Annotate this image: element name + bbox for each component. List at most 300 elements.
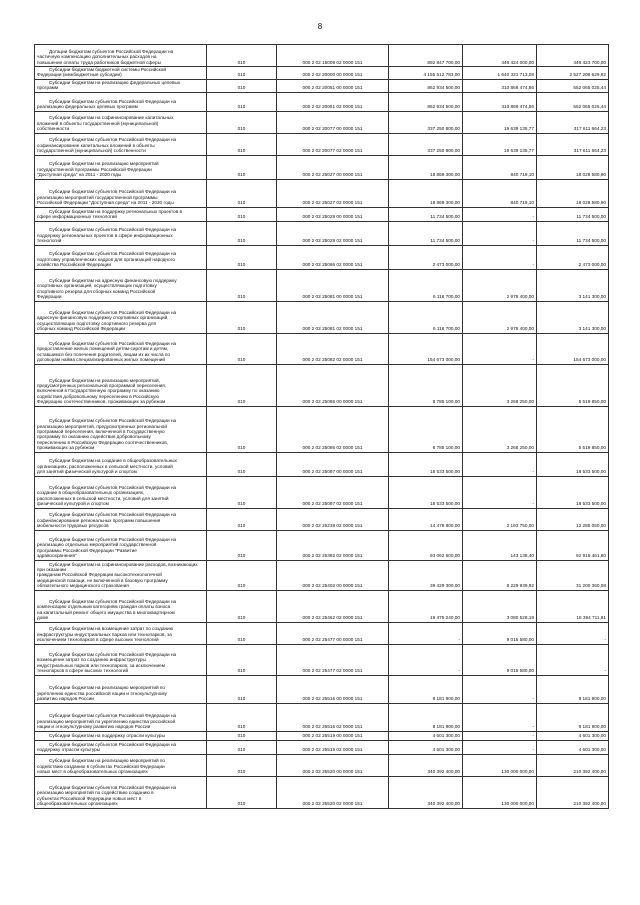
- row-name-line: мобильности трудовых ресурсов: [37, 523, 109, 529]
- row-line-code-cell: 010: [207, 740, 277, 754]
- row-name-line: Дотации бюджетам субъектов Российской Федерации на: [49, 48, 174, 54]
- row-name-line: Субсидии бюджетам бюджетной системы Российской: [49, 67, 167, 72]
- row-approved-amount-cell: 340 392 400,00: [389, 754, 463, 776]
- row-line-code-cell: 010: [207, 731, 277, 740]
- row-name-line: Субсидии бюджетам субъектов Российской Федерации на: [49, 537, 177, 542]
- row-name-line: укреплению единства российской нации и этнокультурному: [37, 690, 167, 696]
- row-executed-amount-cell: 840 719,10: [463, 155, 537, 179]
- row-name-cell: [35, 703, 207, 731]
- row-name-cell: [35, 269, 207, 301]
- row-unexecuted-amount-cell: 18 028 580,90: [537, 155, 609, 179]
- row-name-line: новых мест в общеобразовательных организациях: [37, 769, 148, 775]
- row-line-code-cell: 010: [207, 675, 277, 703]
- row-income-code-cell: 000 2 02 25081 00 0000 151: [277, 269, 389, 301]
- row-approved-amount-cell: 39 429 300,00: [389, 560, 463, 590]
- table-row: [35, 530, 609, 560]
- row-income-code-cell: 000 2 02 20077 02 0000 151: [277, 133, 389, 155]
- row-income-code-cell: 000 2 02 25520 02 0000 151: [277, 776, 389, 808]
- row-executed-amount-cell: 2 193 750,00: [463, 508, 537, 530]
- row-unexecuted-amount-cell: 210 392 400,00: [537, 776, 609, 808]
- row-unexecuted-amount-cell: 4 601 300,00: [537, 731, 609, 740]
- row-executed-amount-cell: -: [463, 740, 537, 754]
- row-name-line: реализацию федеральных целевых программ: [37, 104, 138, 110]
- row-name-line: Субсидии бюджетам субъектов Российской Федерации на: [49, 310, 177, 315]
- table-row: [35, 731, 609, 740]
- row-line-code-cell: 010: [207, 207, 277, 221]
- row-line-code-cell: 010: [207, 776, 277, 808]
- row-executed-amount-cell: -: [463, 333, 537, 364]
- row-name-line: Субсидии бюджетам субъектов Российской Федерации на: [49, 785, 177, 790]
- row-approved-amount-cell: 8 181 900,00: [389, 675, 463, 703]
- row-approved-amount-cell: 18 533 500,00: [389, 476, 463, 508]
- row-executed-amount-cell: 310 869 474,56: [463, 79, 537, 92]
- row-executed-amount-cell: 2 975 400,00: [463, 269, 537, 301]
- row-name-line: включенной в Государственную программу по оказанию: [37, 388, 160, 394]
- row-approved-amount-cell: 154 673 000,00: [389, 333, 463, 364]
- row-unexecuted-amount-cell: 16 394 711,81: [537, 590, 609, 622]
- row-name-line: инфраструктуры индустриальных парков или технопарков, за: [37, 631, 172, 637]
- row-name-line: программой переселения, включенной в Государственную: [37, 429, 165, 434]
- row-name-line: содействию созданию в субъектах Российской Федерации: [37, 763, 165, 769]
- row-name-line: переселению в Российскую Федерацию соотечественников,: [37, 439, 169, 445]
- row-name-line: для занятий физической культурой и спортом: [37, 469, 137, 475]
- row-approved-amount-cell: 18 533 500,00: [389, 452, 463, 476]
- row-name-cell: [35, 452, 207, 476]
- row-income-code-cell: 000 2 02 20051 02 0000 151: [277, 92, 389, 111]
- row-executed-amount-cell: -: [463, 207, 537, 221]
- row-executed-amount-cell: -: [463, 675, 537, 703]
- row-line-code-cell: 010: [207, 221, 277, 245]
- row-name-line: Субсидии бюджетам на реализацию мероприятий по: [49, 758, 166, 764]
- row-name-cell: [35, 508, 207, 530]
- row-name-line: программы Российской Федерации "Развитие: [37, 547, 137, 553]
- row-name-line: программу по оказанию содействия добровольному: [37, 434, 151, 440]
- row-income-code-cell: 000 2 02 20051 00 0000 151: [277, 79, 389, 92]
- row-name-line: гражданам Российской Федерации высокотехнологичной: [37, 572, 162, 578]
- row-unexecuted-amount-cell: 210 392 400,00: [537, 754, 609, 776]
- row-income-code-cell: 000 2 02 25086 02 0000 151: [277, 406, 389, 452]
- row-executed-amount-cell: -: [463, 703, 537, 731]
- row-unexecuted-amount-cell: 31 200 360,08: [537, 560, 609, 590]
- row-income-code-cell: 000 2 02 20077 00 0000 151: [277, 111, 389, 133]
- table-row: [35, 644, 609, 675]
- row-unexecuted-amount-cell: 3 141 300,00: [537, 301, 609, 333]
- row-name-line: спортивного резерва для сборных команд Российской: [37, 288, 156, 294]
- table-row: [35, 675, 609, 703]
- row-executed-amount-cell: 8 229 939,92: [463, 560, 537, 590]
- row-name-cell: [35, 179, 207, 207]
- row-income-code-cell: 000 2 02 25027 00 0000 151: [277, 155, 389, 179]
- row-name-line: софинансирование региональных программ повышения: [37, 517, 161, 523]
- table-row: [35, 364, 609, 406]
- row-approved-amount-cell: 19 475 240,00: [389, 590, 463, 622]
- row-approved-amount-cell: 8 785 100,00: [389, 406, 463, 452]
- row-executed-amount-cell: 130 000 000,00: [463, 754, 537, 776]
- table-row: [35, 476, 609, 508]
- row-unexecuted-amount-cell: 18 533 500,00: [537, 476, 609, 508]
- row-line-code-cell: 010: [207, 111, 277, 133]
- row-approved-amount-cell: 14 478 800,00: [389, 508, 463, 530]
- page-number: 8: [317, 22, 323, 31]
- table-row: [35, 179, 609, 207]
- row-executed-amount-cell: 130 000 000,00: [463, 776, 537, 808]
- table-row: [35, 133, 609, 155]
- row-approved-amount-cell: 18 869 300,00: [389, 155, 463, 179]
- row-line-code-cell: 010: [207, 269, 277, 301]
- row-name-line: обязательного медицинского страхования: [37, 583, 129, 589]
- row-income-code-cell: 000 2 02 25028 00 0000 151: [277, 207, 389, 221]
- row-line-code-cell: 010: [207, 333, 277, 364]
- row-name-line: Субсидии бюджетам на создание в общеобразовательных: [49, 458, 177, 464]
- row-approved-amount-cell: -: [389, 644, 463, 675]
- row-name-cell: [35, 776, 207, 808]
- row-line-code-cell: 010: [207, 622, 277, 644]
- table-row: [35, 221, 609, 245]
- row-name-line: компенсацию отдельным категориям граждан оплаты взноса: [37, 604, 171, 610]
- row-name-cell: [35, 622, 207, 644]
- row-name-line: частичную компенсацию дополнительных расходов на: [37, 54, 157, 60]
- row-executed-amount-cell: 9 015 580,00: [463, 644, 537, 675]
- table-row: [35, 67, 609, 80]
- row-unexecuted-amount-cell: 11 734 500,00: [537, 207, 609, 221]
- row-unexecuted-amount-cell: 446 423 700,00: [537, 45, 609, 67]
- table-row: [35, 508, 609, 530]
- row-unexecuted-amount-cell: -: [537, 644, 609, 675]
- row-income-code-cell: 000 2 02 25516 02 0000 151: [277, 703, 389, 731]
- row-executed-amount-cell: 3 268 250,00: [463, 406, 537, 452]
- table-row: [35, 207, 609, 221]
- row-name-line: возмещение затрат по созданию инфраструктуры: [37, 657, 146, 663]
- table-row: [35, 590, 609, 622]
- row-approved-amount-cell: 892 847 700,00: [389, 45, 463, 67]
- table-row: [35, 703, 609, 731]
- row-name-line: программ: [37, 85, 59, 91]
- row-approved-amount-cell: 337 250 800,00: [389, 111, 463, 133]
- row-name-cell: [35, 590, 207, 622]
- row-unexecuted-amount-cell: 317 611 664,23: [537, 133, 609, 155]
- row-name-line: проживающих за рубежом: [37, 445, 95, 451]
- row-name-cell: [35, 221, 207, 245]
- row-name-line: Субсидии бюджетам на софинансирование капитальных: [49, 115, 174, 121]
- row-name-line: развитию народов России: [37, 696, 94, 702]
- row-name-line: вложений в объекты государственной (муниципальной): [37, 120, 159, 126]
- row-unexecuted-amount-cell: 92 919 461,60: [537, 530, 609, 560]
- row-unexecuted-amount-cell: 18 028 580,90: [537, 179, 609, 207]
- row-executed-amount-cell: 310 869 474,56: [463, 92, 537, 111]
- row-executed-amount-cell: 840 719,10: [463, 179, 537, 207]
- row-line-code-cell: 010: [207, 92, 277, 111]
- row-income-code-cell: 000 2 02 25520 00 0000 151: [277, 754, 389, 776]
- row-income-code-cell: 000 2 02 15009 02 0000 151: [277, 45, 389, 67]
- row-income-code-cell: 000 2 02 25027 02 0000 151: [277, 179, 389, 207]
- row-name-cell: [35, 245, 207, 269]
- row-income-code-cell: 000 2 02 25081 02 0000 151: [277, 301, 389, 333]
- row-income-code-cell: 000 2 02 25382 02 0000 151: [277, 530, 389, 560]
- budget-execution-table: [34, 44, 609, 809]
- row-name-line: сфере информационных технологий: [37, 214, 117, 220]
- row-approved-amount-cell: 11 734 500,00: [389, 221, 463, 245]
- row-executed-amount-cell: 1 640 321 713,08: [463, 67, 537, 80]
- row-executed-amount-cell: 19 639 135,77: [463, 133, 537, 155]
- table-body: [35, 45, 609, 809]
- row-name-cell: [35, 560, 207, 590]
- row-line-code-cell: 010: [207, 508, 277, 530]
- row-name-line: государственной программы Российской Федерации: [37, 166, 152, 172]
- row-name-line: технологий: [37, 238, 62, 244]
- row-name-cell: [35, 155, 207, 179]
- row-income-code-cell: 000 2 02 25516 00 0000 151: [277, 675, 389, 703]
- row-line-code-cell: 010: [207, 406, 277, 452]
- row-approved-amount-cell: 6 116 700,00: [389, 269, 463, 301]
- row-line-code-cell: 010: [207, 45, 277, 67]
- row-income-code-cell: 000 2 02 25028 02 0000 151: [277, 221, 389, 245]
- row-name-line: Субсидии бюджетам субъектов Российской Федерации на: [49, 652, 177, 657]
- row-name-line: Федерации: [37, 294, 62, 300]
- row-unexecuted-amount-cell: 18 533 500,00: [537, 452, 609, 476]
- row-name-line: содействия добровольному переселению в Российскую: [37, 393, 159, 399]
- row-name-line: реализацию мероприятий государственной программы: [37, 194, 158, 200]
- row-income-code-cell: 000 2 02 25402 00 0000 151: [277, 560, 389, 590]
- table-row: [35, 740, 609, 754]
- row-name-line: поддержку региональных проектов в сфере информационных: [37, 232, 173, 238]
- row-line-code-cell: 010: [207, 364, 277, 406]
- row-name-line: Субсидии бюджетам на реализацию мероприятий,: [49, 377, 160, 383]
- row-name-cell: [35, 333, 207, 364]
- row-name-cell: [35, 675, 207, 703]
- row-income-code-cell: 000 2 02 25238 02 0000 151: [277, 508, 389, 530]
- row-unexecuted-amount-cell: 2 527 208 629,92: [537, 67, 609, 80]
- row-name-cell: [35, 754, 207, 776]
- row-name-line: повышение оплаты труда работников бюджетной сферы: [37, 59, 161, 65]
- table-row: [35, 333, 609, 364]
- row-name-line: Субсидии бюджетам субъектов Российской Федерации на: [49, 341, 177, 346]
- row-unexecuted-amount-cell: 8 181 900,00: [537, 703, 609, 731]
- row-income-code-cell: 000 2 02 25462 02 0000 151: [277, 590, 389, 622]
- row-unexecuted-amount-cell: 5 519 850,00: [537, 364, 609, 406]
- row-name-cell: [35, 92, 207, 111]
- row-executed-amount-cell: -: [463, 245, 537, 269]
- table-row: [35, 754, 609, 776]
- row-income-code-cell: 000 2 02 25082 02 0000 151: [277, 333, 389, 364]
- row-name-line: Субсидии бюджетам субъектов Российской Федерации на: [49, 599, 177, 604]
- row-name-line: Субсидии бюджетам на поддержку отрасли культуры: [49, 733, 165, 739]
- row-name-cell: [35, 45, 207, 67]
- table-row: [35, 45, 609, 67]
- table-row: [35, 452, 609, 476]
- row-income-code-cell: 000 2 02 20000 00 0000 151: [277, 67, 389, 80]
- row-name-line: хозяйства Российской Федерации: [37, 262, 111, 268]
- row-name-cell: [35, 207, 207, 221]
- row-income-code-cell: 000 2 02 25097 02 0000 151: [277, 476, 389, 508]
- row-name-line: "Доступная среда" на 2011 - 2020 годы: [37, 172, 122, 178]
- row-name-cell: [35, 530, 207, 560]
- row-executed-amount-cell: -: [463, 221, 537, 245]
- row-name-line: доме: [37, 615, 49, 621]
- row-name-line: Субсидии бюджетам субъектов Российской Федерации на: [49, 485, 177, 490]
- table-row: [35, 111, 609, 133]
- row-approved-amount-cell: 862 934 500,00: [389, 79, 463, 92]
- row-name-line: Субсидии бюджетам субъектов Российской Федерации на: [49, 189, 177, 195]
- row-name-line: софинансирование капитальных вложений в объекты: [37, 142, 155, 148]
- row-unexecuted-amount-cell: 12 285 050,00: [537, 508, 609, 530]
- row-name-line: нации и этнокультурному развитию народов России: [37, 724, 151, 730]
- row-approved-amount-cell: 8 181 900,00: [389, 703, 463, 731]
- row-name-cell: [35, 406, 207, 452]
- row-income-code-cell: 000 2 02 25477 00 0000 151: [277, 622, 389, 644]
- table-row: [35, 269, 609, 301]
- row-name-line: Субсидии бюджетам субъектов Российской Федерации на: [49, 227, 177, 233]
- row-name-line: договорам найма специализированных жилых помещений: [37, 357, 165, 363]
- row-name-line: технопарков в сфере высоких технологий: [37, 668, 129, 674]
- row-unexecuted-amount-cell: 5 519 850,00: [537, 406, 609, 452]
- row-name-cell: [35, 740, 207, 754]
- row-executed-amount-cell: 9 015 580,00: [463, 622, 537, 644]
- row-line-code-cell: 010: [207, 155, 277, 179]
- row-name-line: Субсидии бюджетам субъектов Российской Федерации на: [49, 137, 177, 143]
- row-executed-amount-cell: 2 975 400,00: [463, 301, 537, 333]
- row-executed-amount-cell: 3 080 528,19: [463, 590, 537, 622]
- row-line-code-cell: 010: [207, 179, 277, 207]
- row-name-line: подготовку управленческих кадров для организаций народного: [37, 256, 175, 262]
- table-row: [35, 79, 609, 92]
- row-line-code-cell: 010: [207, 133, 277, 155]
- row-name-cell: [35, 111, 207, 133]
- row-name-line: Субсидии бюджетам субъектов Российской Федерации на: [49, 418, 177, 424]
- row-line-code-cell: 010: [207, 644, 277, 675]
- row-name-line: реализацию мероприятий по укреплению единства российской: [37, 718, 176, 724]
- row-unexecuted-amount-cell: 317 611 664,23: [537, 111, 609, 133]
- row-name-cell: [35, 133, 207, 155]
- row-name-line: медицинской помощи, не включенной в базовую программу: [37, 577, 168, 583]
- row-line-code-cell: 010: [207, 476, 277, 508]
- row-name-line: Субсидии бюджетам субъектов Российской Федерации на: [49, 98, 177, 104]
- row-name-cell: [35, 644, 207, 675]
- row-approved-amount-cell: 8 785 100,00: [389, 364, 463, 406]
- row-name-line: общеобразовательных организациях: [37, 801, 118, 807]
- row-name-line: Субсидии бюджетам субъектов Российской Федерации на: [49, 741, 177, 747]
- row-name-line: на капитальный ремонт общего имущества в многоквартирном: [37, 609, 175, 615]
- row-name-line: осуществляющих подготовку спортивного резерва для: [37, 320, 157, 326]
- row-approved-amount-cell: -: [389, 622, 463, 644]
- table-row: [35, 560, 609, 590]
- row-name-line: предусмотренных региональной программой переселения,: [37, 383, 167, 388]
- row-name-line: собственности: [37, 126, 70, 132]
- row-executed-amount-cell: 3 268 250,00: [463, 364, 537, 406]
- row-name-line: организациях, расположенных в сельской местности, условий: [37, 463, 173, 469]
- row-unexecuted-amount-cell: 8 181 900,00: [537, 675, 609, 703]
- row-name-line: сборных команд Российской Федерации: [37, 326, 125, 332]
- row-unexecuted-amount-cell: 2 473 000,00: [537, 245, 609, 269]
- row-name-line: Субсидии бюджетам на поддержку региональных проектов в: [49, 208, 182, 214]
- row-unexecuted-amount-cell: 4 601 300,00: [537, 740, 609, 754]
- table-row: [35, 406, 609, 452]
- row-unexecuted-amount-cell: 552 065 025,44: [537, 79, 609, 92]
- row-approved-amount-cell: 340 392 400,00: [389, 776, 463, 808]
- row-name-cell: [35, 731, 207, 740]
- row-approved-amount-cell: 18 869 300,00: [389, 179, 463, 207]
- row-income-code-cell: 000 2 02 25097 00 0000 151: [277, 452, 389, 476]
- row-name-line: здравоохранения": [37, 553, 77, 559]
- row-name-cell: [35, 301, 207, 333]
- row-name-line: исключением технопарков в сфере высоких технологий: [37, 637, 159, 643]
- row-approved-amount-cell: 337 250 800,00: [389, 133, 463, 155]
- row-name-line: индустриальных парков или технопарков, за исключением: [37, 662, 165, 668]
- row-line-code-cell: 010: [207, 79, 277, 92]
- table-row: [35, 776, 609, 808]
- row-unexecuted-amount-cell: 552 065 025,44: [537, 92, 609, 111]
- row-name-cell: [35, 79, 207, 92]
- row-name-line: Субсидии бюджетам на реализацию мероприятий: [49, 161, 159, 167]
- row-line-code-cell: 010: [207, 245, 277, 269]
- row-line-code-cell: 010: [207, 590, 277, 622]
- row-unexecuted-amount-cell: -: [537, 622, 609, 644]
- row-line-code-cell: 010: [207, 301, 277, 333]
- row-name-line: адресную финансовую поддержку спортивных организаций,: [37, 315, 169, 321]
- row-name-line: реализацию мероприятий, предусмотренных региональной: [37, 423, 168, 429]
- row-name-line: Субсидии бюджетам субъектов Российской Федерации на: [49, 512, 177, 518]
- row-name-line: Субсидии бюджетам на возмещение затрат по созданию: [49, 626, 174, 632]
- row-executed-amount-cell: 19 639 135,77: [463, 111, 537, 133]
- row-executed-amount-cell: -: [463, 731, 537, 740]
- row-name-line: Субсидии бюджетам на реализацию федеральных целевых: [49, 79, 181, 85]
- row-name-line: реализацию мероприятий по содействию созданию в: [37, 790, 154, 796]
- row-name-line: реализацию отдельных мероприятий государственной: [37, 542, 157, 548]
- row-name-line: Субсидии бюджетам на адресную финансовую поддержку: [49, 278, 177, 283]
- table-row: [35, 92, 609, 111]
- row-line-code-cell: 010: [207, 530, 277, 560]
- row-line-code-cell: 010: [207, 560, 277, 590]
- row-name-line: Федерацию соотечественников, проживающих за рубежом: [37, 399, 166, 405]
- row-name-line: предоставление жилых помещений детям-сиротам и детям,: [37, 346, 169, 352]
- row-name-line: физической культурой и спортом: [37, 501, 109, 507]
- row-line-code-cell: 010: [207, 754, 277, 776]
- row-income-code-cell: 000 2 02 25519 02 0000 151: [277, 740, 389, 754]
- row-name-line: Субсидии бюджетам на реализацию мероприятий по: [49, 685, 166, 691]
- table-row: [35, 245, 609, 269]
- row-income-code-cell: 000 2 02 25066 02 0000 151: [277, 245, 389, 269]
- row-approved-amount-cell: 93 062 600,00: [389, 530, 463, 560]
- row-unexecuted-amount-cell: 11 734 500,00: [537, 221, 609, 245]
- row-approved-amount-cell: 11 734 500,00: [389, 207, 463, 221]
- row-name-line: Федерации (межбюджетные субсидии): [37, 72, 122, 78]
- row-executed-amount-cell: 143 138,40: [463, 530, 537, 560]
- row-income-code-cell: 000 2 02 25477 02 0000 151: [277, 644, 389, 675]
- row-executed-amount-cell: -: [463, 452, 537, 476]
- row-name-line: поддержку отрасли культуры: [37, 747, 101, 753]
- row-unexecuted-amount-cell: 3 141 300,00: [537, 269, 609, 301]
- row-approved-amount-cell: 2 473 000,00: [389, 245, 463, 269]
- row-income-code-cell: 000 2 02 25086 00 0000 151: [277, 364, 389, 406]
- row-name-line: расположенных в сельской местности, условий для занятий: [37, 495, 169, 501]
- row-name-line: Субсидии бюджетам на софинансирование расходов, возникающих при оказании: [37, 561, 198, 572]
- row-approved-amount-cell: 4 155 512 783,00: [389, 67, 463, 80]
- row-name-line: Российской Федерации "Доступная среда" на 2011 - 2020 годы: [37, 200, 174, 206]
- row-income-code-cell: 000 2 02 25519 00 0000 151: [277, 731, 389, 740]
- row-name-line: Субсидии бюджетам субъектов Российской Федерации на: [49, 713, 177, 719]
- row-line-code-cell: 010: [207, 452, 277, 476]
- row-executed-amount-cell: 446 424 000,00: [463, 45, 537, 67]
- row-approved-amount-cell: 862 934 500,00: [389, 92, 463, 111]
- table-row: [35, 155, 609, 179]
- row-name-cell: [35, 364, 207, 406]
- row-line-code-cell: 010: [207, 703, 277, 731]
- table-row: [35, 301, 609, 333]
- row-unexecuted-amount-cell: 154 673 000,00: [537, 333, 609, 364]
- row-name-line: субъектах Российской Федерации новых мест в: [37, 795, 142, 801]
- row-name-line: государственной (муниципальной) собственности: [37, 148, 146, 154]
- row-name-line: оставшимся без попечения родителей, лицам из их числа по: [37, 351, 171, 357]
- row-name-line: спортивных организаций, осуществляющих подготовку: [37, 283, 157, 289]
